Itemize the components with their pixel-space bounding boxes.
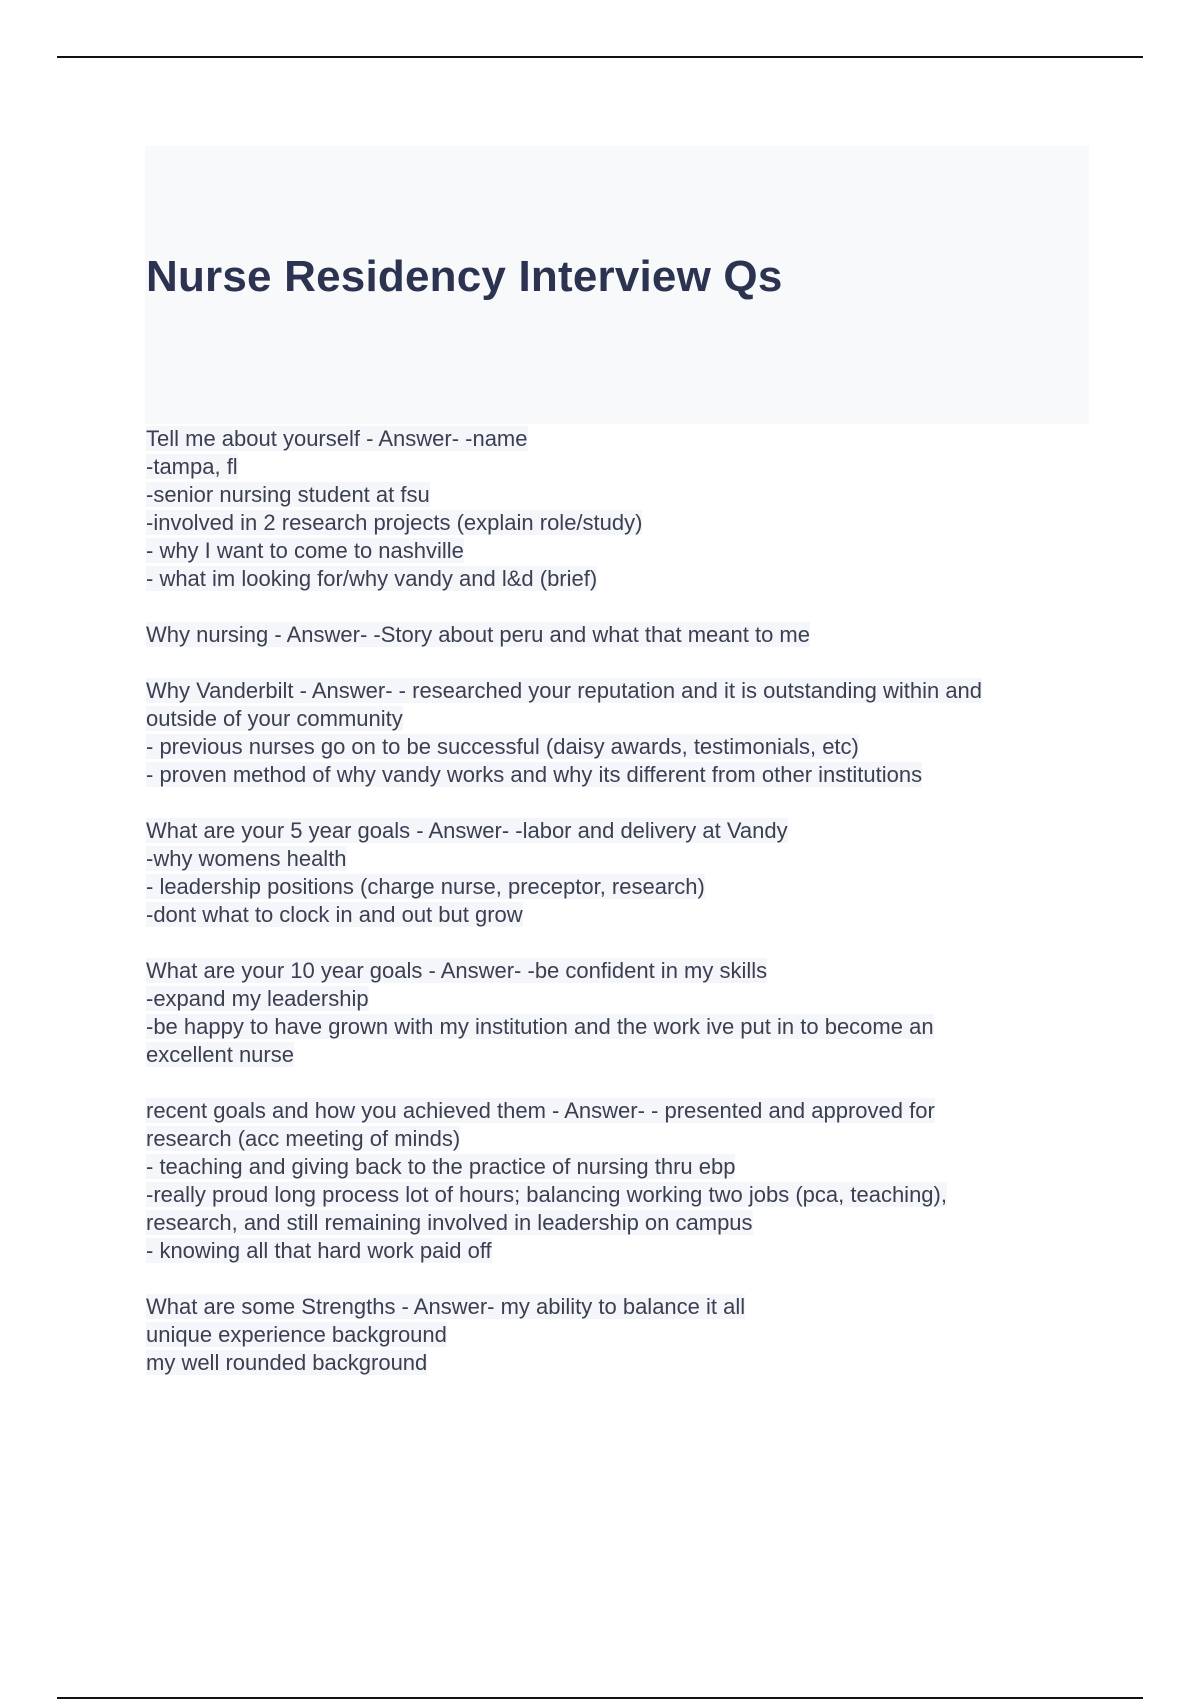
bottom-rule: [57, 1697, 1143, 1699]
qa-block-why-nursing: [146, 621, 1086, 649]
qa-block-tell-me-about-yourself: [146, 425, 1086, 593]
qa-line: -tampa, fl: [146, 454, 238, 479]
qa-line: -senior nursing student at fsu: [146, 482, 430, 507]
qa-block-strengths: [146, 1293, 1086, 1377]
qa-line: -involved in 2 research projects (explain role/study): [146, 510, 643, 535]
top-rule: [57, 56, 1143, 58]
qa-line: unique experience background: [146, 1322, 447, 1347]
qa-line: research (acc meeting of minds): [146, 1126, 461, 1151]
qa-line: Why nursing - Answer- -Story about peru and what that meant to me: [146, 622, 810, 647]
qa-line: What are your 10 year goals - Answer- -be confident in my skills: [146, 958, 768, 983]
qa-line: my well rounded background: [146, 1350, 428, 1375]
qa-line: - teaching and giving back to the practice of nursing thru ebp: [146, 1154, 736, 1179]
qa-line: -why womens health: [146, 846, 347, 871]
qa-line: -really proud long process lot of hours; balancing working two jobs (pca, teaching),: [146, 1182, 947, 1207]
qa-line: - knowing all that hard work paid off: [146, 1238, 492, 1263]
qa-line: -dont what to clock in and out but grow: [146, 902, 523, 927]
qa-line: What are some Strengths - Answer- my ability to balance it all: [146, 1294, 746, 1319]
qa-line: - what im looking for/why vandy and l&d (brief): [146, 566, 598, 591]
qa-line: - previous nurses go on to be successful (daisy awards, testimonials, etc): [146, 734, 859, 759]
qa-line: - why I want to come to nashville: [146, 538, 464, 563]
qa-block-why-vanderbilt: [146, 677, 1086, 789]
qa-line: - proven method of why vandy works and why its different from other institutions: [146, 762, 923, 787]
qa-line: recent goals and how you achieved them - Answer- - presented and approved for: [146, 1098, 935, 1123]
qa-line: research, and still remaining involved in leadership on campus: [146, 1210, 753, 1235]
qa-line: -be happy to have grown with my institution and the work ive put in to become an: [146, 1014, 934, 1039]
qa-content: [146, 425, 1086, 1405]
qa-line: - leadership positions (charge nurse, preceptor, research): [146, 874, 705, 899]
document-title: Nurse Residency Interview Qs: [146, 252, 783, 301]
qa-block-5-year-goals: [146, 817, 1086, 929]
qa-line: -expand my leadership: [146, 986, 369, 1011]
qa-line: outside of your community: [146, 706, 403, 731]
qa-line: What are your 5 year goals - Answer- -labor and delivery at Vandy: [146, 818, 788, 843]
qa-block-recent-goals: [146, 1097, 1086, 1265]
qa-line: Tell me about yourself - Answer- -name: [146, 426, 528, 451]
qa-block-10-year-goals: [146, 957, 1086, 1069]
qa-line: excellent nurse: [146, 1042, 294, 1067]
qa-line: Why Vanderbilt - Answer- - researched your reputation and it is outstanding within and: [146, 678, 983, 703]
